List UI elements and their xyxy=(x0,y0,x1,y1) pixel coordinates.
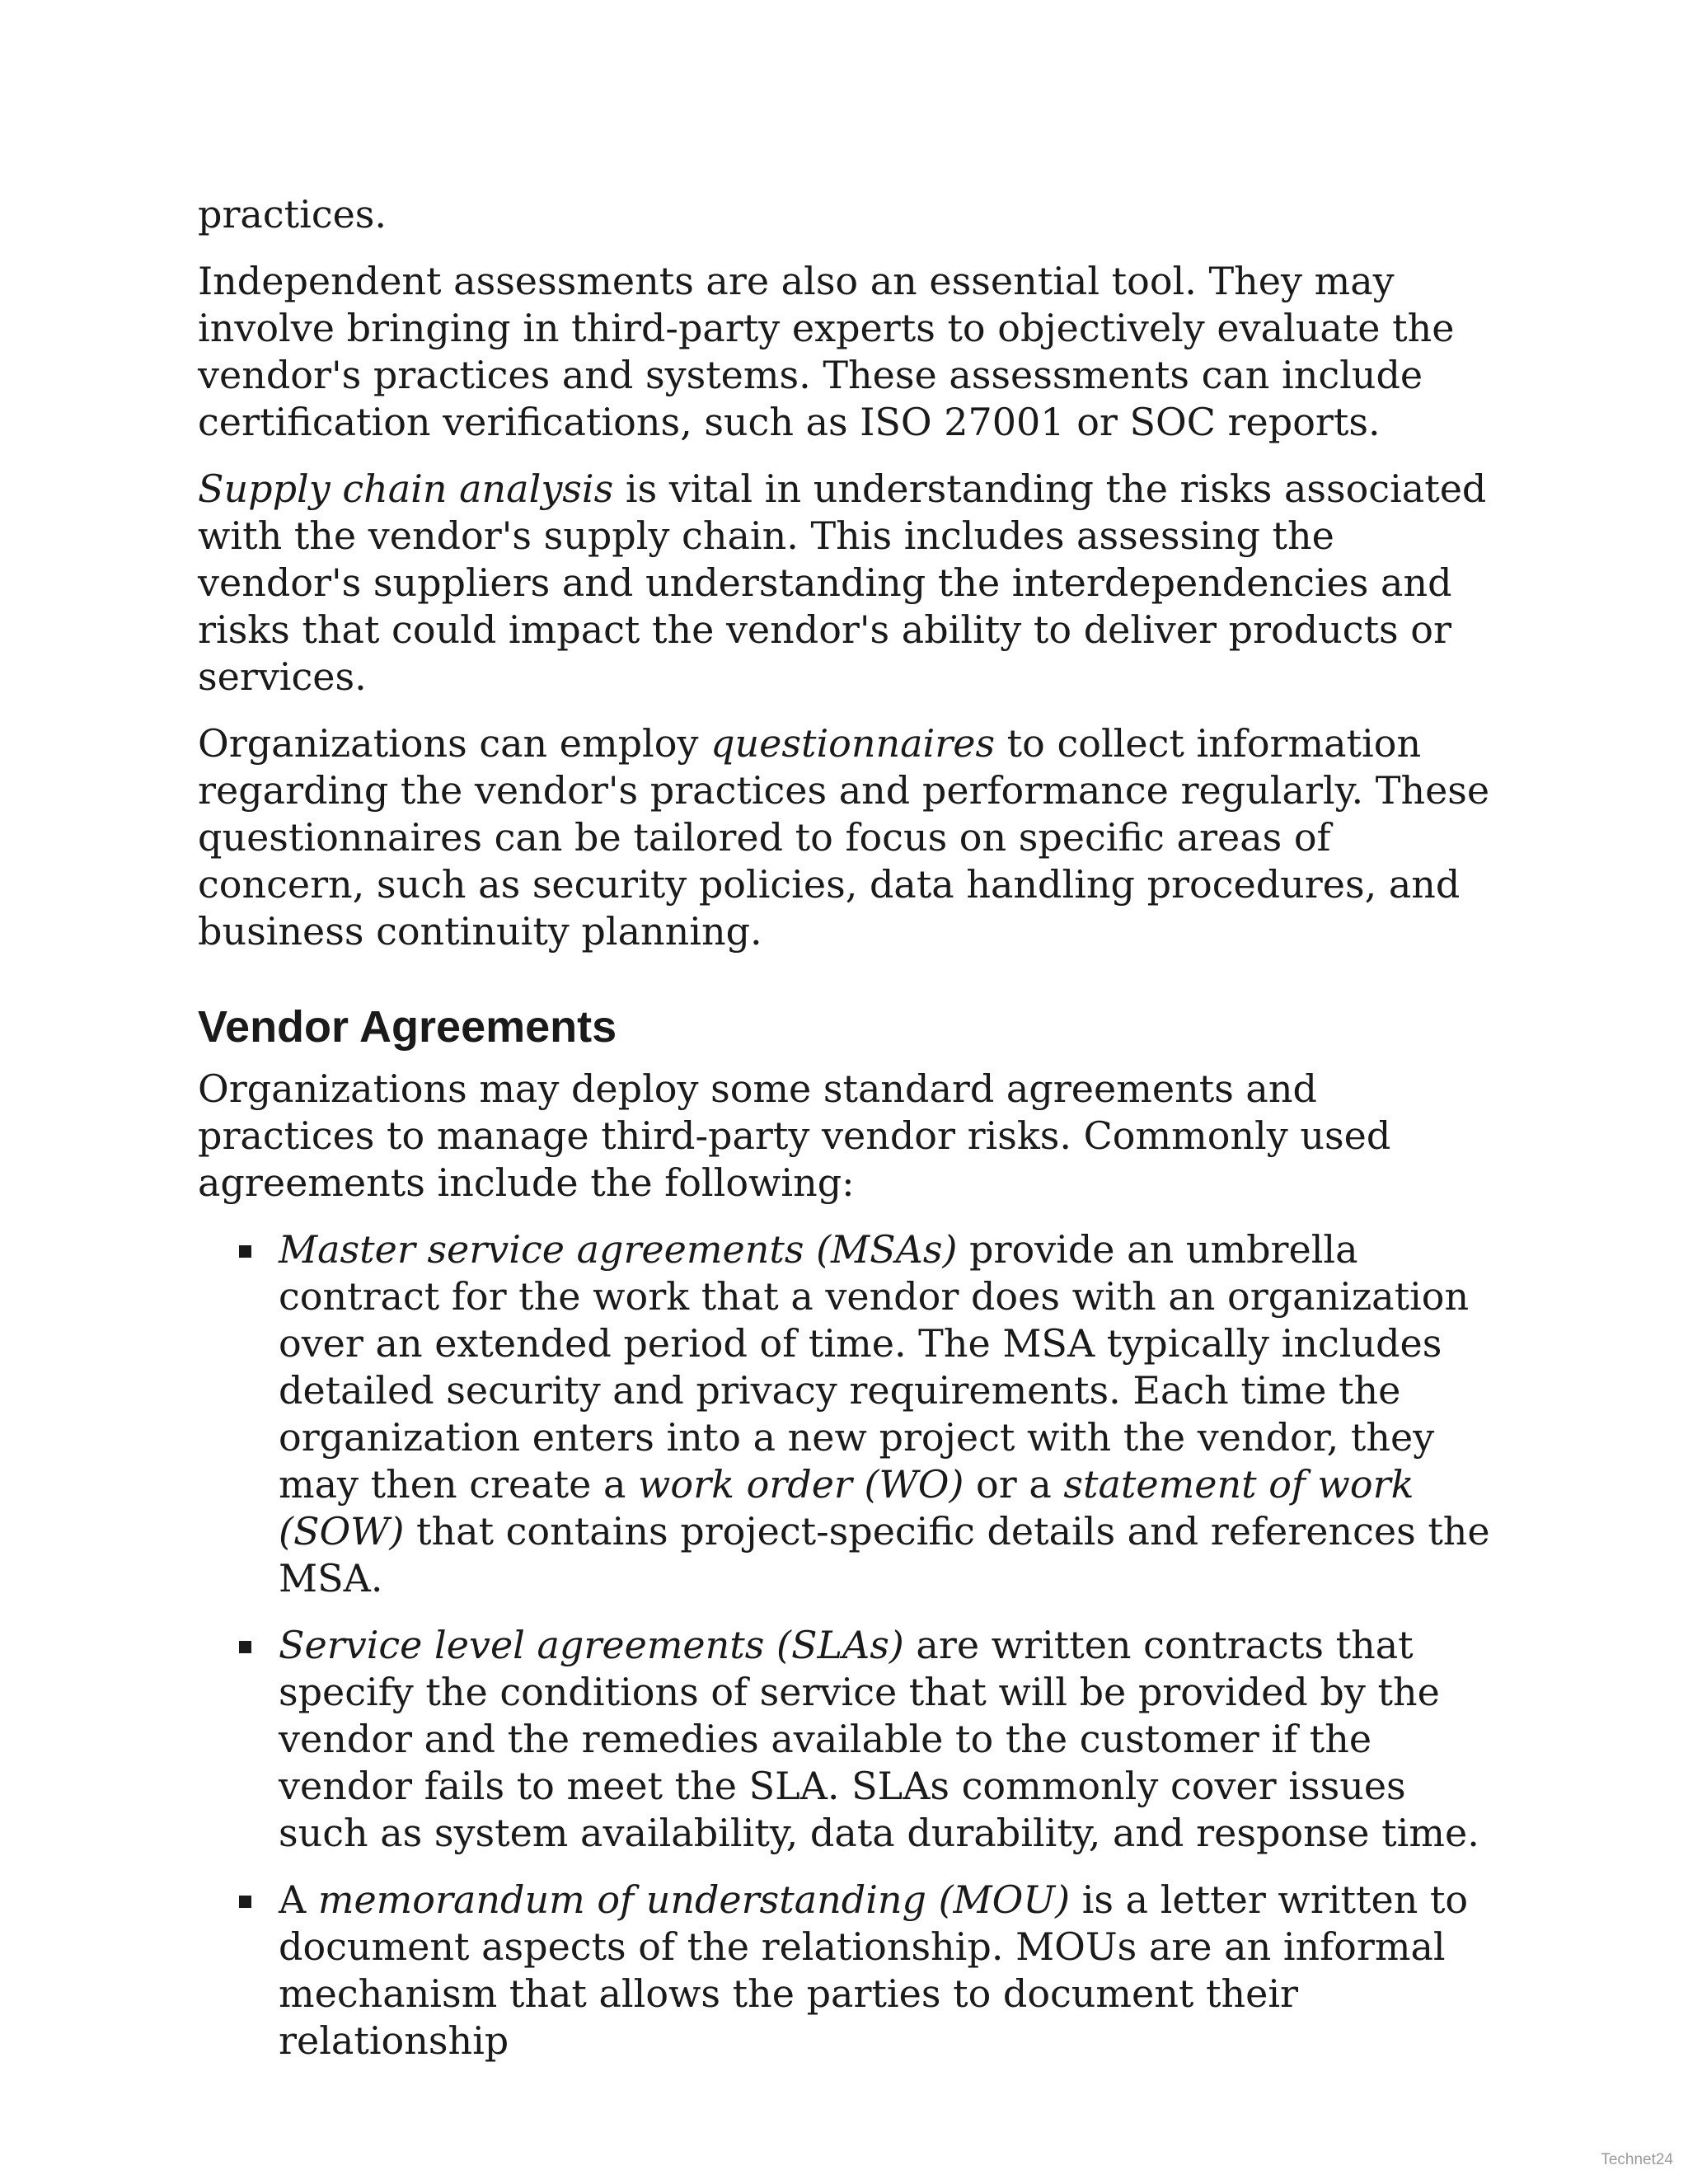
paragraph-questionnaires xyxy=(198,720,1500,955)
term-supply-chain-analysis: Supply chain analysis xyxy=(198,466,614,511)
term-work-order: work order (WO) xyxy=(638,1462,964,1507)
term-questionnaires: questionnaires xyxy=(710,721,996,766)
paragraph-independent-assessments: Independent assessments are also an essential tool. They may involve bringing in third-party experts to objectively evaluate the vendor's practices and systems. These assessments can include certification verifications, such as ISO 27001 or SOC reports. xyxy=(198,259,1455,444)
paragraph-text: to collect information regarding the vendor's practices and performance regularly. These questionnaires can be tailored to focus on specific areas of concern, such as security policies, data handling procedures, and business continuity planning. xyxy=(198,721,1490,954)
list-item-sla xyxy=(279,1622,1500,1857)
paragraph-text: is vital in understanding the risks associated with the vendor's supply chain. This includes assessing the vendor's suppliers and understanding the interdependencies and risks that could impact the vendor's ability to deliver products or services. xyxy=(198,466,1487,699)
list-item-msa xyxy=(279,1226,1500,1602)
square-bullet-icon xyxy=(239,1245,251,1258)
section-heading: Vendor Agreements xyxy=(198,1002,617,1052)
agreements-list xyxy=(198,1226,1500,2064)
list-item-text: is a letter written to document aspects of the relationship. MOUs are an informal mechanism that allows the parties to document their relationship xyxy=(279,1877,1469,2063)
watermark: Technet24 xyxy=(1601,2151,1673,2168)
list-item-text: that contains project-specific details and references the MSA. xyxy=(279,1509,1490,1601)
list-item-text: or a xyxy=(964,1462,1064,1507)
list-item-text: provide an umbrella contract for the work that a vendor does with an organization over an extended period of time. The MSA typically includes detailed security and privacy requirements. Each time the organization enters into a new project with the vendor, they may then create a xyxy=(279,1227,1470,1507)
section-intro: Organizations may deploy some standard agreements and practices to manage third-party vendor risks. Commonly used agreements include the following: xyxy=(198,1066,1391,1205)
term-mou: memorandum of understanding (MOU) xyxy=(317,1877,1071,1922)
document-page xyxy=(198,191,1500,2084)
term-sla: Service level agreements (SLAs) xyxy=(279,1623,904,1667)
list-item-text: are written contracts that specify the conditions of service that will be provided by the vendor and the remedies available to the customer if the vendor fails to meet the SLA. SLAs commonly cover issues such as system availability, data durability, and response time. xyxy=(279,1623,1479,1855)
paragraph-text: Organizations can employ xyxy=(198,721,711,766)
square-bullet-icon xyxy=(239,1896,251,1908)
term-statement-of-work: statement of work (SOW) xyxy=(279,1462,1414,1554)
list-item-mou xyxy=(279,1877,1500,2064)
square-bullet-icon xyxy=(239,1641,251,1653)
term-msa: Master service agreements (MSAs) xyxy=(279,1227,958,1272)
list-item-text: A xyxy=(279,1877,318,1922)
paragraph-continuation: practices. xyxy=(198,192,387,237)
paragraph-supply-chain xyxy=(198,466,1500,701)
